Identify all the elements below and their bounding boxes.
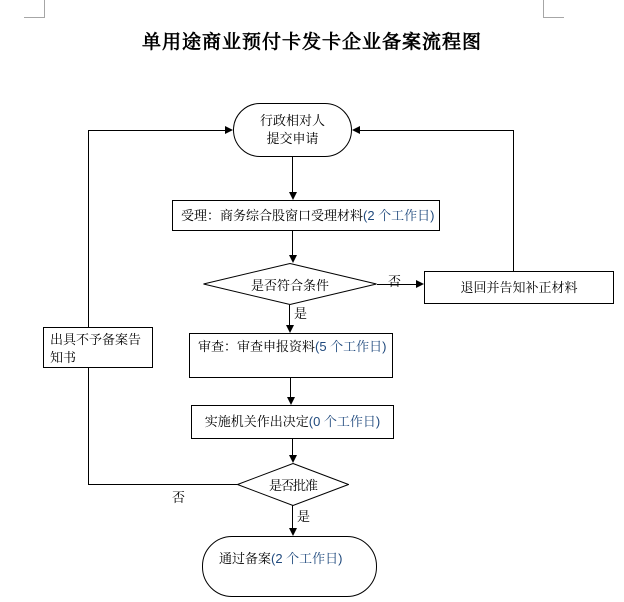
crop-mark-top-right-horizontal [543,17,564,18]
connector-decision2-to-end [292,505,293,529]
connector-notice-bottom-up [88,368,89,485]
accept-label: 受理：商务综合股窗口受理材料 [181,207,364,223]
return-label: 退回并告知补正材料 [460,279,578,295]
decision2-label: 是否批准 [268,478,317,493]
node-end-oval [202,536,377,597]
connector-start-to-accept [292,157,293,193]
notice-label: 出具不予备案告知书 [50,332,142,366]
node-notice-box [43,327,153,368]
arrowhead-down-icon [289,192,297,200]
label-yes-decision1: 是 [294,306,308,321]
connector-decision2-to-notice [88,484,237,485]
arrowhead-down-icon [289,528,297,536]
connector-decision1-to-review [289,305,290,326]
label-no-decision2: 否 [172,490,186,505]
arrowhead-left-icon [352,126,360,134]
arrowhead-down-icon [289,255,297,263]
connector-notice-to-start [88,130,227,131]
arrowhead-down-icon [287,397,295,405]
node-accept-box [172,200,440,231]
connector-notice-top-up [88,130,89,327]
node-decide-box [191,405,394,439]
node-decision1-diamond [203,263,377,305]
decision1-label: 是否符合条件 [250,277,329,293]
label-no-decision1: 否 [388,274,402,289]
decide-duration: (0 个工作日) [308,414,381,430]
connector-return-up [513,130,514,271]
arrowhead-right-icon [225,126,233,134]
review-duration: (5 个工作日) [315,339,387,354]
node-decision2-diamond [237,463,349,506]
page-title: 单用途商业预付卡发卡企业备案流程图 [141,32,482,53]
accept-duration: (2 个工作日) [363,207,435,223]
connector-accept-to-decision1 [292,231,293,256]
connector-review-to-decide [290,378,291,398]
node-start-oval [233,103,352,157]
start-label-line1: 行政相对人 [259,113,325,129]
arrowhead-down-icon [286,325,294,333]
review-label: 审查：审查申报资料 [198,339,316,354]
end-label: 通过备案 [219,551,272,566]
start-label-line2: 提交申请 [266,131,319,146]
crop-mark-top-left-horizontal [24,17,45,18]
label-yes-decision2: 是 [297,509,311,524]
connector-decide-to-decision2 [292,439,293,456]
decide-label: 实施机关作出决定 [204,414,309,430]
connector-return-to-start [360,130,514,131]
end-duration: (2 个工作日) [271,551,343,566]
crop-mark-top-right-vertical [543,0,544,17]
node-review-box [189,333,393,378]
node-return-box [424,271,614,304]
arrowhead-right-icon [416,280,424,288]
arrowhead-down-icon [289,455,297,463]
crop-mark-top-left-vertical [44,0,45,17]
